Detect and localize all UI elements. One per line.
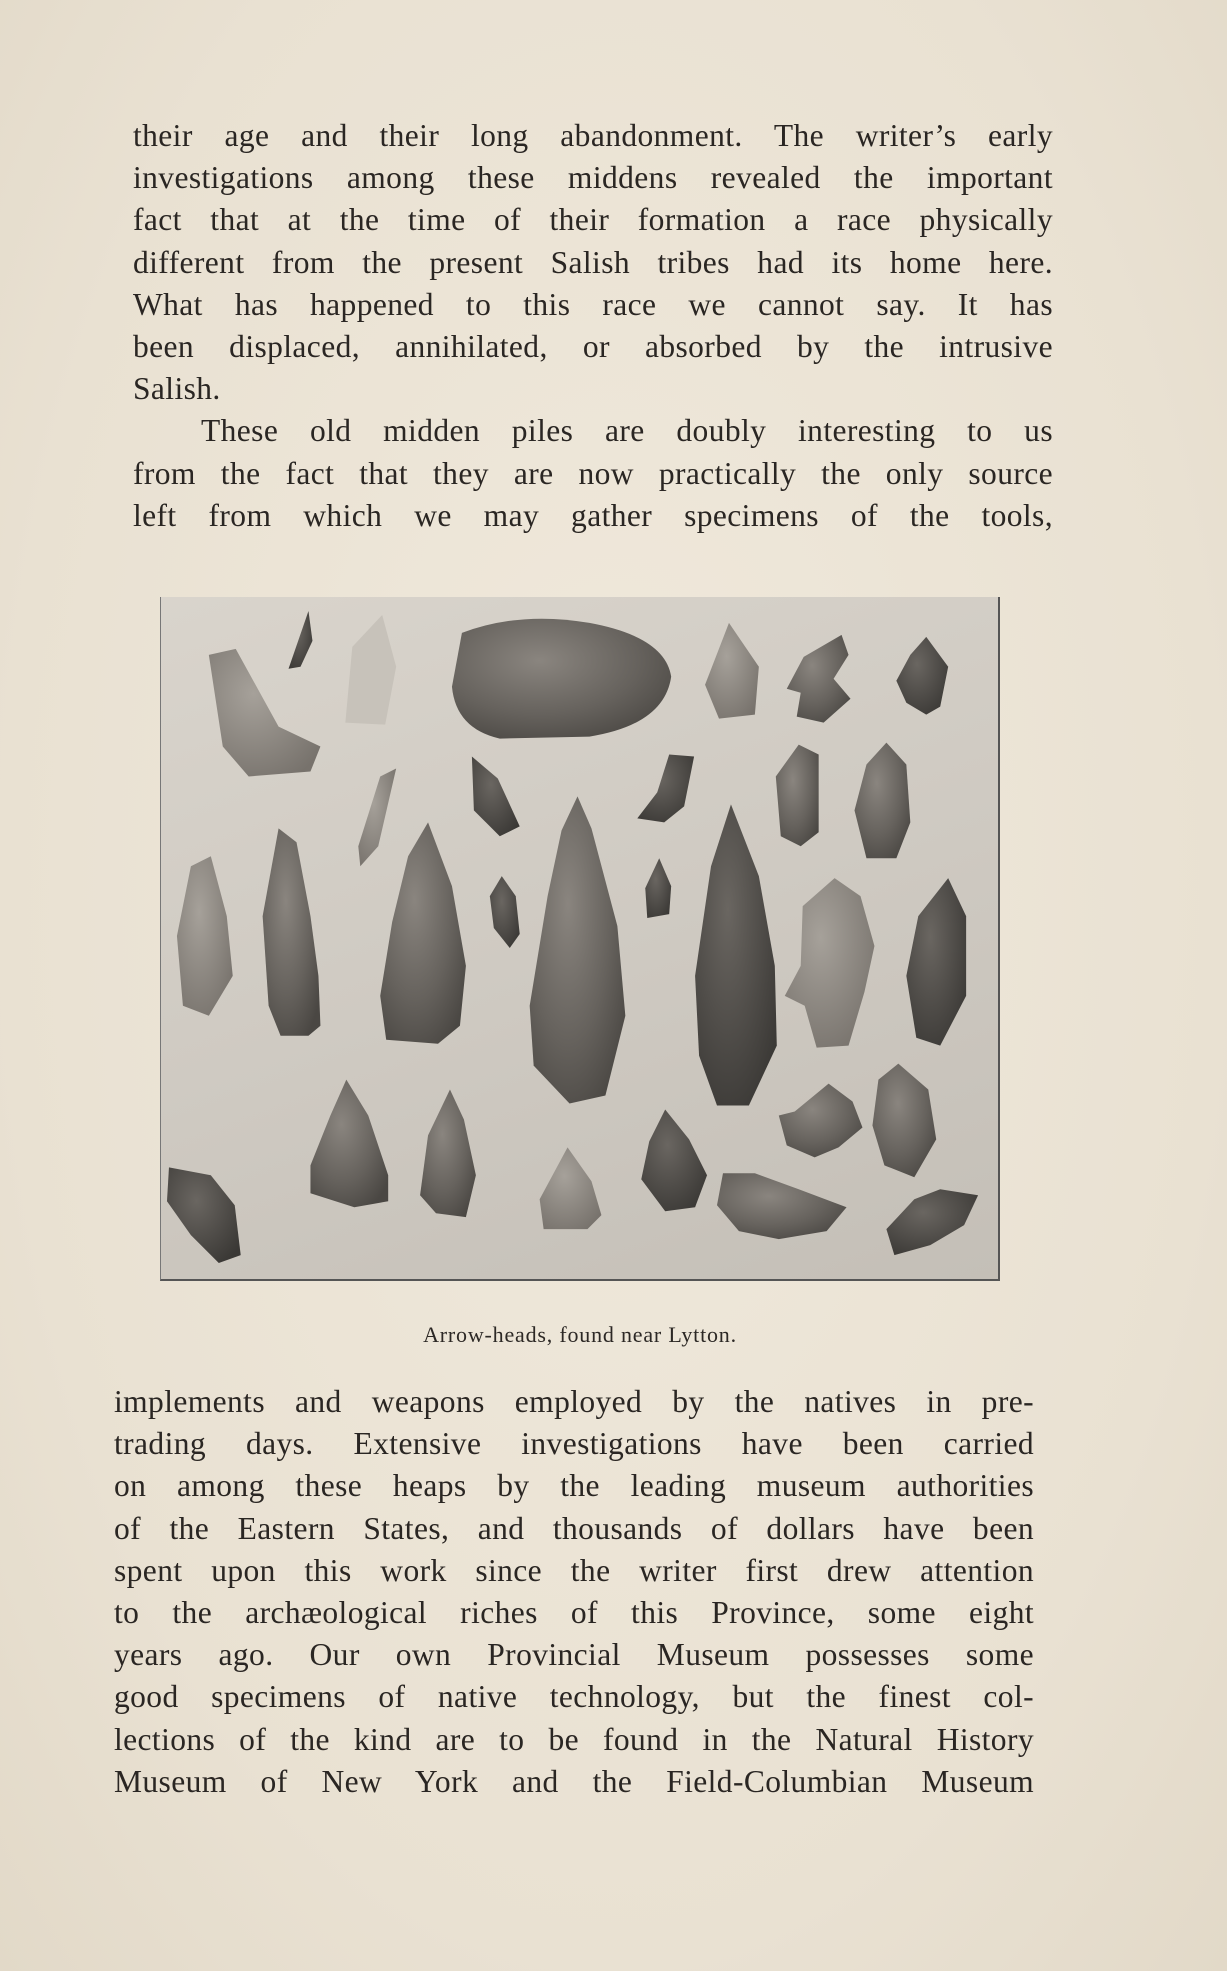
arrowhead [695,804,777,1105]
text-line: to the archæological riches of this Province, some eight [114,1595,1034,1631]
arrowhead [263,828,321,1035]
text-line: investigations among these middens revealed the important [133,160,1053,196]
text-line: good specimens of native technology, but the finest col- [114,1679,1034,1715]
text-line: trading days. Extensive investigations have been carried [114,1426,1034,1462]
arrowhead [490,876,520,948]
paragraph [133,115,1053,410]
arrowhead [472,757,520,837]
arrowhead [705,623,759,719]
arrowhead [779,1084,863,1158]
text-line: lections of the kind are to be found in the Natural History [114,1721,1034,1757]
text-line: fact that at the time of their formation a race physically [133,202,1053,238]
arrowhead [776,745,819,847]
arrowhead-photograph [160,597,1000,1281]
text-line: left from which we may gather specimens of the tools, [133,497,1053,533]
paragraph [114,1381,1034,1803]
arrowhead [717,1173,847,1239]
arrowhead [645,858,671,918]
arrowhead [787,635,851,723]
paragraph [133,410,1053,537]
arrowhead [530,796,626,1103]
text-line: years ago. Our own Provincial Museum possesses some [114,1637,1034,1673]
arrowhead-illustration [161,597,998,1279]
text-line: implements and weapons employed by the natives in pre- [114,1384,1034,1419]
arrowhead [641,1109,707,1211]
body-text-top [133,115,1053,537]
arrowhead [872,1064,936,1178]
text-line: been displaced, annihilated, or absorbed by the intrusive [133,329,1053,365]
stone-flake [345,615,396,725]
arrowhead [358,768,396,866]
arrowhead [380,822,466,1043]
arrowhead [896,637,948,715]
arrowhead [637,755,694,823]
arrowhead [177,856,233,1016]
text-line: Salish. [133,371,221,407]
arrowhead [785,878,875,1048]
arrowhead [540,1147,602,1229]
figure-caption: Arrow-heads, found near Lytton. [423,1322,737,1347]
text-line: Museum of New York and the Field-Columbian Museum [114,1763,1034,1799]
text-line: their age and their long abandonment. The writer’s early [133,118,1053,153]
arrowhead [310,1080,388,1208]
arrowhead [420,1090,476,1218]
stone-flake [289,611,313,669]
text-line: different from the present Salish tribes had its home here. [133,244,1053,280]
stone-flake [209,649,321,777]
text-line: of the Eastern States, and thousands of dollars have been [114,1510,1034,1546]
text-line: What has happened to this race we cannot say. It has [133,286,1053,322]
text-line: on among these heaps by the leading museum authorities [114,1468,1034,1504]
text-line: from the fact that they are now practically the only source [133,455,1053,491]
text-line: spent upon this work since the writer first drew attention [114,1552,1034,1588]
body-text-bottom [114,1381,1034,1803]
arrowhead [886,1189,978,1255]
arrowhead [855,743,911,859]
text-line: These old midden piles are doubly interesting to us [201,413,1053,449]
arrowhead [167,1167,241,1263]
arrowhead [906,878,966,1046]
stone-scraper [452,619,671,739]
